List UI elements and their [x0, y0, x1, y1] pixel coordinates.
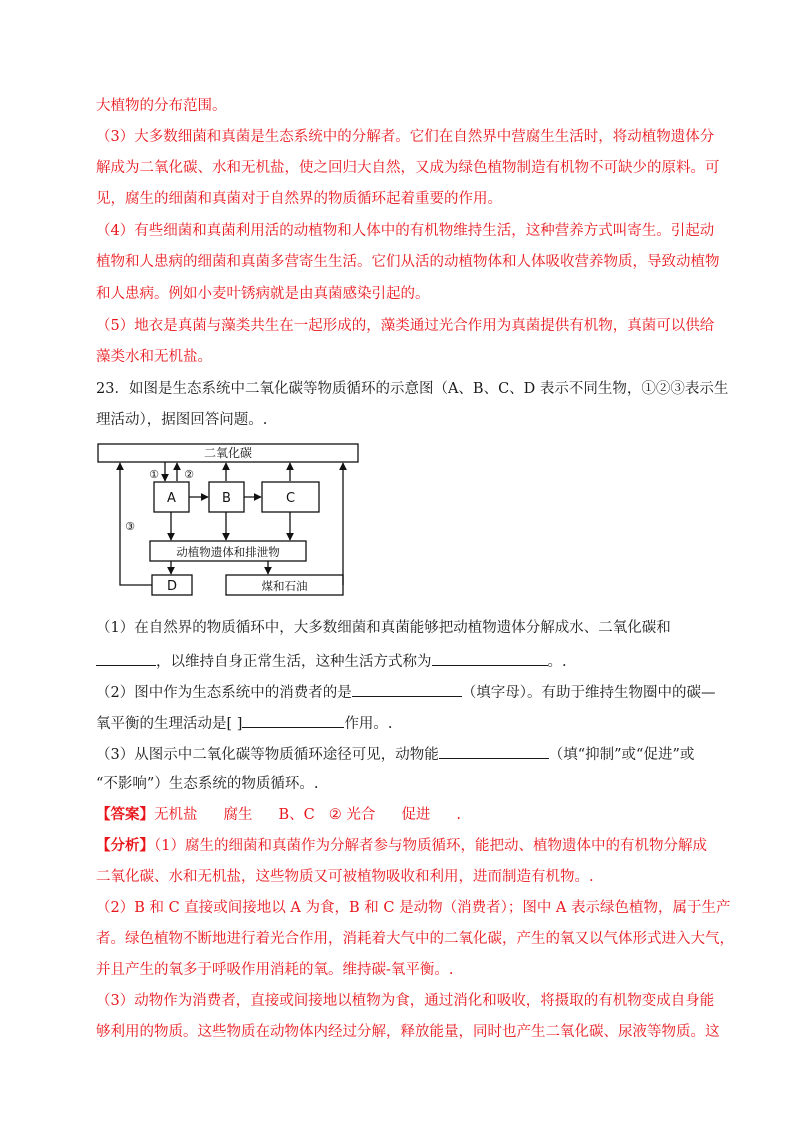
question-1-line-2 — [96, 650, 716, 672]
marker-3: ③ — [125, 520, 135, 533]
explanation-line: 藻类水和无机盐。 — [96, 349, 212, 365]
analysis-line: 够利用的物质。这些物质在动物体内经过分解，释放能量，同时也产生二氧化碳、尿液等物质。这 — [96, 1024, 720, 1040]
answer-value: 无机盐 — [154, 807, 198, 823]
question-2-line-2 — [96, 712, 716, 734]
explanation-line: （4）有些细菌和真菌利用活的动植物和人体中的有机物维持生活，这种营养方式叫寄生。引起动 — [96, 223, 715, 239]
answer-blank[interactable] — [432, 650, 548, 666]
answer-tail: . — [456, 807, 461, 823]
analysis-line: 者。绿色植物不断地进行着光合作用，消耗着大气中的二氧化碳，产生的氧又以气体形式进入大气， — [96, 931, 734, 947]
question-2-line-1 — [96, 681, 716, 703]
box-c-label: C — [285, 491, 296, 506]
answer-value: ② 光合 — [328, 807, 376, 823]
analysis-line — [96, 836, 716, 856]
analysis-label: 【分析】 — [96, 837, 154, 854]
answer-line — [96, 805, 716, 825]
answer-blank[interactable] — [242, 712, 344, 728]
question-1-line-1: （1）在自然界的物质循环中，大多数细菌和真菌能够把动植物遗体分解成水、二氧化碳和 — [96, 620, 671, 636]
box-a-label: A — [167, 491, 176, 506]
answer-value: B、C — [278, 807, 315, 823]
carbon-cycle-diagram — [92, 438, 372, 604]
question-3-line-2: “不影响”）生态系统的物质循环。. — [96, 776, 319, 792]
explanation-line: 植物和人患病的细菌和真菌多营寄生生活。它们从活的动植物体和人体吸收营养物质，导致动植物 — [96, 254, 720, 270]
question-text: （填字母）。有助于维持生物圈中的碳— — [461, 685, 716, 701]
remains-label: 动植物遗体和排泄物 — [176, 545, 280, 559]
analysis-line: 二氧化碳、水和无机盐，这些物质又可被植物吸收和利用，进而制造有机物。. — [96, 869, 594, 885]
question-3-line-1 — [96, 743, 716, 765]
answer-blank[interactable] — [96, 650, 156, 666]
explanation-line: （5）地衣是真菌与藻类共生在一起形成的，藻类通过光合作用为真菌提供有机物，真菌可以供给 — [96, 318, 715, 334]
analysis-text: （1）腐生的细菌和真菌作为分解者参与物质循环，能把动、植物遗体中的有机物分解成 — [154, 838, 707, 854]
question-text: 氧平衡的生理活动是[ ] — [96, 716, 243, 732]
co2-label: 二氧化碳 — [203, 446, 253, 460]
marker-1: ① — [149, 468, 159, 481]
fossil-label: 煤和石油 — [261, 579, 308, 593]
question-stem: 23．如图是生态系统中二氧化碳等物质循环的示意图（A、B、C、D 表示不同生物，①②③表示生 — [96, 381, 729, 397]
answer-blank[interactable] — [352, 681, 462, 697]
box-d-label: D — [166, 579, 178, 594]
answer-label: 【答案】 — [96, 806, 154, 823]
answer-value: 腐生 — [223, 807, 253, 823]
marker-2: ② — [184, 468, 194, 481]
box-b-label: B — [222, 491, 231, 506]
explanation-line: 见，腐生的细菌和真菌对于自然界的物质循环起着重要的作用。 — [96, 191, 502, 207]
explanation-line: 大植物的分布范围。 — [96, 98, 227, 114]
explanation-line: 和人患病。例如小麦叶锈病就是由真菌感染引起的。 — [96, 286, 430, 302]
analysis-line: （2）B 和 C 直接或间接地以 A 为食，B 和 C 是动物（消费者）；图中 A 表示绿色植物，属于生产 — [96, 900, 731, 916]
question-text: 作用。. — [344, 716, 393, 732]
question-text: （填“抑制”或“促进”或 — [548, 747, 695, 763]
answer-value: 促进 — [401, 807, 431, 823]
analysis-line: （3）动物作为消费者，直接或间接地以植物为食，通过消化和吸收，将摄取的有机物变成自身能 — [96, 993, 715, 1009]
question-text: （2）图中作为生态系统中的消费者的是 — [96, 685, 352, 701]
explanation-line: 解成为二氧化碳、水和无机盐，使之回归大自然，又成为绿色植物制造有机物不可缺少的原料。可 — [96, 160, 720, 176]
question-stem: 理活动），据图回答问题。. — [96, 412, 268, 428]
question-text: 。. — [547, 654, 567, 670]
answer-blank[interactable] — [439, 743, 549, 759]
analysis-line: 并且产生的氧多于呼吸作用消耗的氧。维持碳-氧平衡。. — [96, 962, 454, 978]
question-text: （3）从图示中二氧化碳等物质循环途径可见，动物能 — [96, 747, 439, 763]
question-text: ，以维持自身正常生活，这种生活方式称为 — [156, 654, 432, 670]
explanation-line: （3）大多数细菌和真菌是生态系统中的分解者。它们在自然界中营腐生生活时，将动植物遗体分 — [96, 129, 715, 145]
